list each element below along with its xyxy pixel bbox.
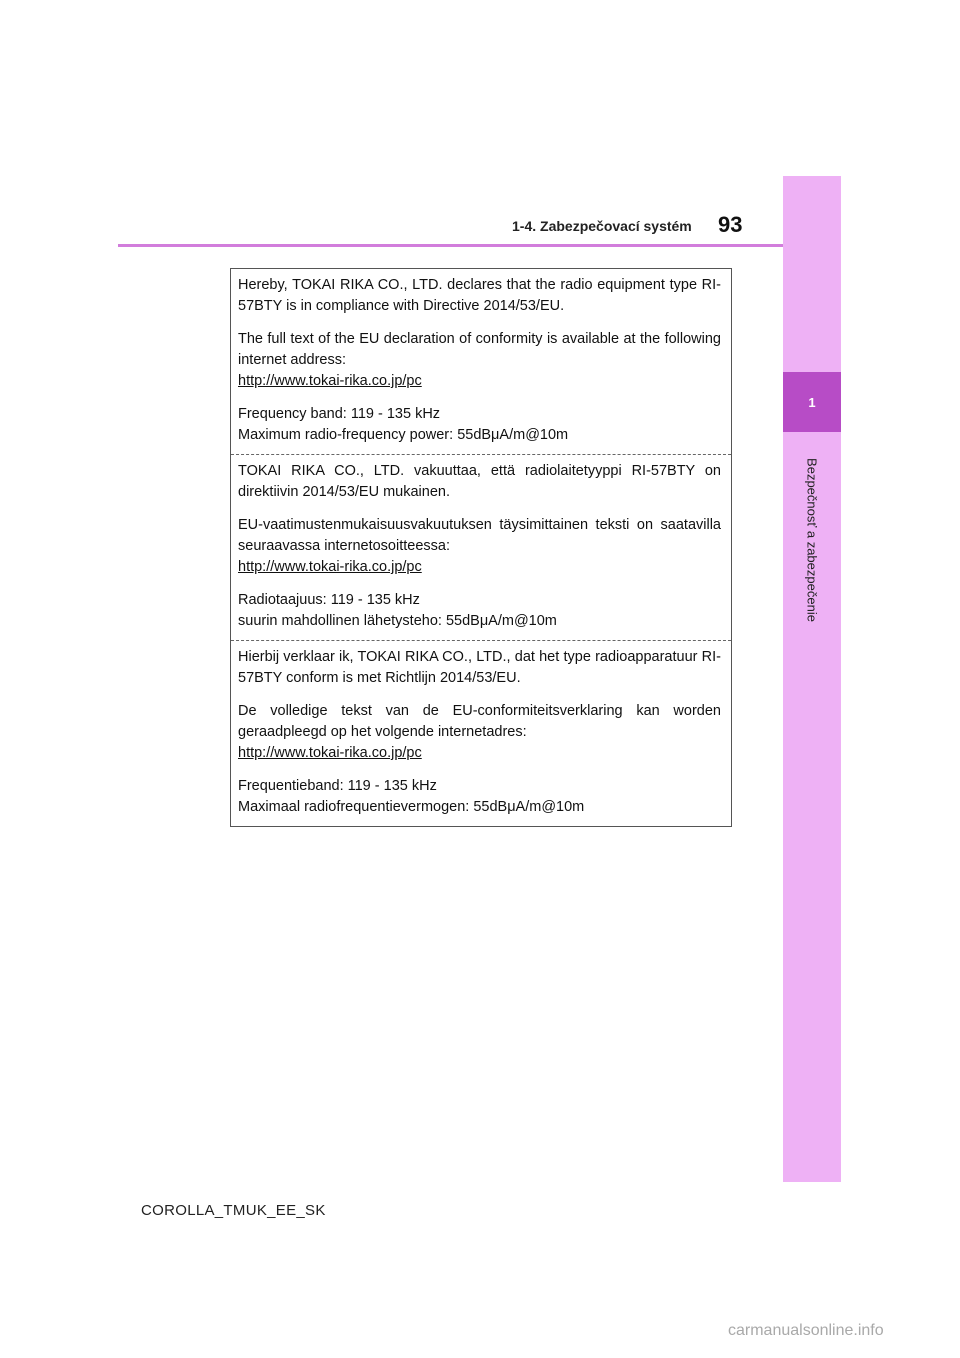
chapter-number-tab[interactable]: 1	[783, 372, 841, 432]
document-code: COROLLA_TMUK_EE_SK	[141, 1202, 326, 1219]
declaration-url-link[interactable]: http://www.tokai-rika.co.jp/pc	[238, 373, 422, 389]
declaration-block-dutch	[231, 640, 731, 826]
declaration-info: EU-vaatimustenmukaisuusvakuutuksen täysimittainen teksti on saatavilla seuraavassa internetosoitteessa:	[238, 517, 721, 554]
chapter-side-tab	[783, 176, 841, 1182]
chapter-label: Bezpečnosť a zabezpečenie	[804, 458, 820, 622]
declaration-text: Hierbij verklaar ik, TOKAI RIKA CO., LTD., dat het type radioapparatuur RI-57BTY conform is met Richtlijn 2014/53/EU.	[238, 649, 721, 686]
watermark-text: carmanualsonline.info	[728, 1322, 884, 1339]
frequency-band: Frequency band: 119 - 135 kHz	[238, 406, 441, 422]
declaration-box	[230, 268, 732, 827]
max-power: Maximaal radiofrequentievermogen: 55dBμA/m@10m	[238, 799, 585, 815]
frequency-band: Radiotaajuus: 119 - 135 kHz	[238, 592, 420, 608]
declaration-block-english	[231, 269, 731, 454]
page-number: 93	[718, 212, 743, 237]
header-divider	[118, 244, 783, 247]
declaration-url-link[interactable]: http://www.tokai-rika.co.jp/pc	[238, 559, 422, 575]
declaration-block-finnish	[231, 454, 731, 640]
declaration-info: The full text of the EU declaration of conformity is available at the following internet address:	[238, 331, 721, 368]
declaration-url-link[interactable]: http://www.tokai-rika.co.jp/pc	[238, 745, 422, 761]
declaration-info: De volledige tekst van de EU-conformiteitsverklaring kan worden geraadpleegd op het volgende internetadres:	[238, 703, 721, 740]
max-power: suurin mahdollinen lähetysteho: 55dBμA/m@10m	[238, 613, 557, 629]
declaration-text: TOKAI RIKA CO., LTD. vakuuttaa, että radiolaitetyyppi RI-57BTY on direktiivin 2014/53/EU mukainen.	[238, 463, 721, 500]
section-title: 1-4. Zabezpečovací systém	[512, 218, 692, 234]
frequency-band: Frequentieband: 119 - 135 kHz	[238, 778, 437, 794]
max-power: Maximum radio-frequency power: 55dBμA/m@10m	[238, 427, 569, 443]
declaration-text: Hereby, TOKAI RIKA CO., LTD. declares that the radio equipment type RI-57BTY is in compliance with Directive 2014/53/EU.	[238, 277, 721, 314]
